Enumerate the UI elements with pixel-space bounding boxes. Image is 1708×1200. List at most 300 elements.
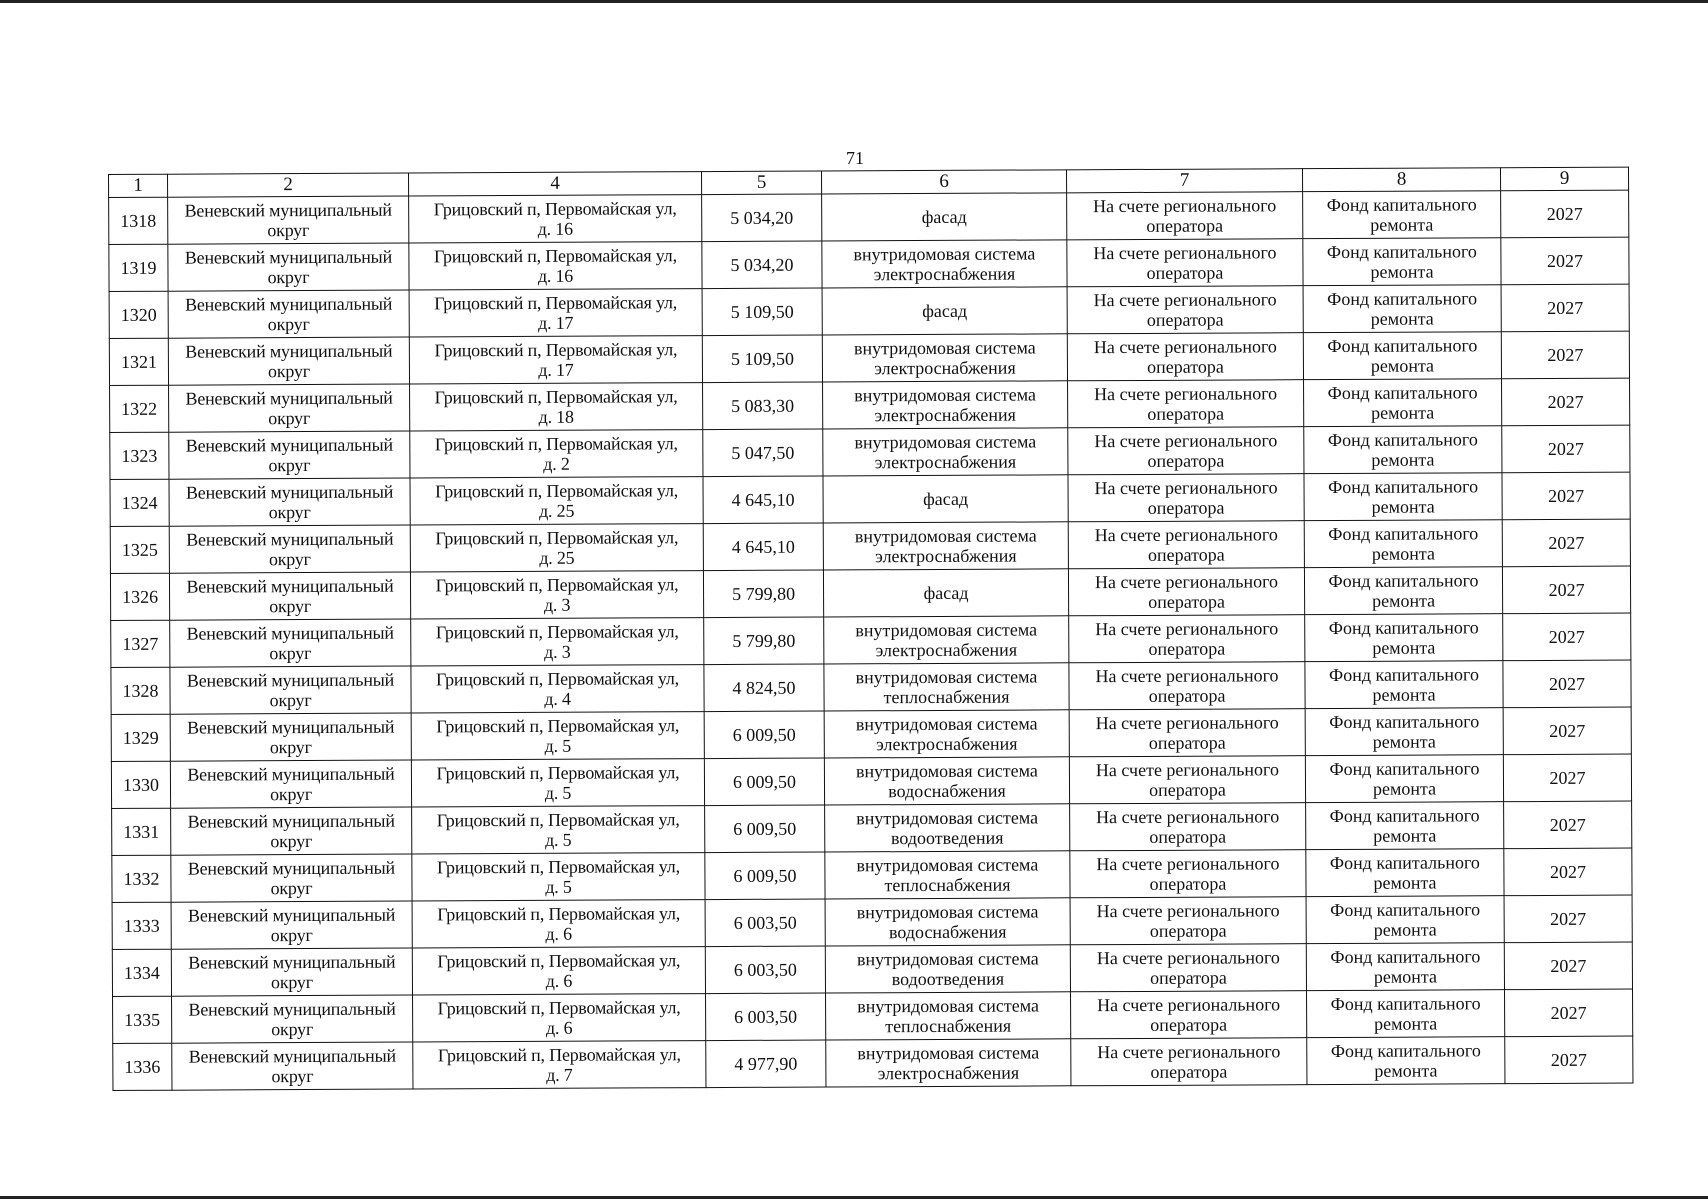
repair-program-table [108,167,1633,1091]
cell-line: Веневский муниципальный [186,575,394,597]
cell-line: Грицовский п, Первомайская ул, [434,386,678,408]
account-cell [1069,615,1305,663]
account-cell [1068,427,1304,475]
funding-cell [1306,849,1504,897]
year-cell: 2027 [1502,378,1630,426]
table-row [109,331,1629,385]
table-row [110,378,1630,432]
municipality-cell [169,384,410,432]
cell-line: ремонта [1370,214,1434,235]
row-number-cell: 1333 [112,902,171,949]
table-row [109,284,1629,338]
work-type-cell [823,428,1068,476]
cell-line: округ [267,267,310,288]
year-cell: 2027 [1502,472,1630,520]
work-type-cell [823,475,1068,523]
cell-line: д. 6 [545,1017,573,1038]
cell-line: ремонта [1372,590,1436,611]
work-type-cell [825,898,1070,946]
cell-line: ремонта [1372,684,1436,705]
cell-line: оператора [1147,356,1224,377]
cell-line: д. 6 [545,970,573,991]
column-header: 6 [821,170,1066,194]
cell-line: ремонта [1371,402,1435,423]
cell-line: оператора [1148,685,1226,706]
table-row [111,660,1631,714]
row-number-cell: 1331 [112,808,171,855]
funding-cell [1304,426,1502,474]
cell-line: водоотведения [890,827,1004,849]
municipality-cell [171,948,412,996]
cell-line: На счете регионального [1093,195,1277,217]
cell-line: ремонта [1371,496,1435,517]
cell-line: оператора [1147,403,1225,424]
funding-cell [1304,567,1502,615]
cell-line: внутридомовая система [856,807,1039,829]
table-row [113,1036,1633,1090]
work-type-cell [822,193,1067,241]
cell-line: ремонта [1370,308,1434,329]
area-cell: 4 645,10 [703,523,823,571]
address-cell [410,524,703,572]
cell-line: Веневский муниципальный [188,1045,396,1067]
cell-line: округ [270,784,313,805]
year-cell: 2027 [1503,754,1631,802]
cell-line: округ [271,1019,314,1040]
account-cell [1067,286,1303,334]
cell-line: Грицовский п, Первомайская ул, [435,527,679,549]
work-type-cell [824,757,1069,805]
funding-cell [1304,520,1502,568]
cell-line: оператора [1150,967,1227,988]
funding-cell [1307,1037,1505,1085]
cell-line: д. 16 [537,265,574,286]
cell-line: д. 2 [543,453,570,474]
year-cell: 2027 [1503,613,1631,661]
row-number-cell: 1321 [109,338,168,385]
account-cell [1068,521,1304,569]
funding-cell [1303,238,1501,286]
account-cell [1069,709,1305,757]
cell-line: Грицовский п, Первомайская ул, [435,668,679,690]
cell-line: электроснабжения [877,1062,1020,1084]
cell-line: Веневский муниципальный [184,199,392,221]
cell-line: ремонта [1370,261,1434,282]
cell-line: Фонд капитального [1329,758,1480,780]
work-type-cell [822,287,1067,335]
cell-line: ремонта [1373,919,1437,940]
cell-line: теплоснабжения [885,1015,1012,1037]
cell-line: внутридомовая система [853,243,1036,265]
row-number-cell: 1336 [113,1043,172,1090]
funding-cell [1305,614,1503,662]
cell-line: На счете регионального [1096,853,1280,875]
column-header: 2 [168,173,409,197]
year-cell: 2027 [1501,284,1629,332]
year-cell: 2027 [1501,331,1629,379]
cell-line: Грицовский п, Первомайская ул, [436,856,680,878]
row-number-cell: 1325 [110,526,169,573]
cell-line: На счете регионального [1095,618,1279,640]
cell-line: ремонта [1373,966,1438,987]
address-cell [410,383,703,431]
address-cell [411,759,704,807]
year-cell: 2027 [1502,519,1630,567]
cell-line: ремонта [1373,825,1437,846]
cell-line: теплоснабжения [884,874,1011,896]
work-type-cell [823,569,1068,617]
cell-line: На счете регионального [1094,524,1278,546]
year-cell: 2027 [1504,942,1632,990]
cell-line: д. 25 [539,500,575,521]
cell-line: внутридомовая система [855,713,1038,735]
area-cell: 5 109,50 [702,288,822,336]
cell-line: На счете регионального [1096,947,1280,969]
cell-line: ремонта [1373,872,1437,893]
cell-line: На счете регионального [1096,900,1280,922]
cell-line: электроснабжения [876,733,1018,755]
funding-cell [1305,708,1503,756]
column-header: 5 [701,171,821,195]
cell-line: оператора [1148,638,1226,659]
cell-line: На счете регионального [1095,665,1279,687]
cell-line: ремонта [1370,355,1435,376]
cell-line: Веневский муниципальный [188,998,396,1020]
table-row [111,613,1631,667]
cell-line: оператора [1148,591,1226,612]
cell-line: округ [271,1066,314,1087]
row-number-cell: 1328 [111,667,170,714]
funding-cell [1303,191,1501,239]
table-row [111,707,1631,761]
cell-line: водоснабжения [888,780,1006,802]
work-type-cell [823,381,1068,429]
cell-line: На счете регионального [1094,477,1278,499]
year-cell: 2027 [1505,989,1633,1037]
column-header: 7 [1066,169,1302,193]
funding-cell [1304,379,1502,427]
row-number-cell: 1324 [110,479,169,526]
work-type-cell [824,663,1069,711]
cell-line: внутридомовая система [855,619,1038,641]
funding-cell [1303,332,1501,380]
cell-line: Фонд капитального [1330,993,1481,1015]
address-cell [412,806,705,854]
cell-line: Фонд капитального [1329,852,1480,874]
area-cell: 5 083,30 [703,382,823,430]
cell-line: На счете регионального [1093,336,1277,358]
cell-line: На счете регионального [1093,289,1277,311]
cell-line: теплоснабжения [883,686,1010,708]
cell-line: оператора [1150,1014,1228,1035]
table-row [111,754,1631,808]
cell-line: внутридомовая система [857,995,1040,1017]
cell-line: Веневский муниципальный [187,716,395,738]
column-header: 4 [408,172,701,196]
municipality-cell [171,807,412,855]
table-row [110,425,1630,479]
cell-line: На счете регионального [1095,759,1280,781]
row-number-cell: 1330 [111,761,170,808]
cell-line: Фонд капитального [1330,1040,1481,1062]
funding-cell [1305,755,1503,803]
account-cell [1069,756,1305,804]
cell-line: Веневский муниципальный [185,434,393,456]
address-cell [412,947,705,995]
cell-line: Веневский муниципальный [186,669,395,691]
account-cell [1070,850,1306,898]
area-cell: 5 034,20 [702,241,822,289]
area-cell: 5 109,50 [702,335,822,383]
address-cell [409,289,702,337]
account-cell [1068,568,1304,616]
account-cell [1070,944,1306,992]
municipality-cell [172,1042,413,1090]
cell-line: оператора [1149,920,1227,941]
year-cell: 2027 [1501,190,1629,238]
cell-line: Веневский муниципальный [186,622,394,644]
cell-line: Веневский муниципальный [188,951,396,973]
table-row [109,237,1629,291]
year-cell: 2027 [1504,895,1632,943]
work-type-cell [825,851,1070,899]
area-cell: 4 977,90 [706,1040,826,1088]
row-number-cell: 1332 [112,855,171,902]
cell-line: На счете регионального [1096,806,1280,828]
address-cell [411,665,704,713]
municipality-cell [168,290,409,338]
cell-line: Веневский муниципальный [185,387,393,409]
cell-line: округ [267,314,310,335]
cell-line: округ [269,737,312,758]
cell-line: фасад [923,488,969,510]
column-header: 8 [1302,168,1500,192]
cell-line: электроснабжения [875,545,1017,567]
row-number-cell: 1320 [109,291,168,338]
cell-line: округ [268,502,311,523]
cell-line: электроснабжения [874,451,1017,473]
cell-line: ремонта [1371,449,1435,470]
municipality-cell [168,243,409,291]
cell-line: Веневский муниципальный [184,246,393,268]
table-row [112,895,1632,949]
address-cell [410,571,703,619]
cell-line: ремонта [1374,1013,1438,1034]
cell-line: электроснабжения [873,263,1016,285]
address-cell [411,618,704,666]
address-cell [409,336,702,384]
cell-line: внутридомовая система [854,525,1037,547]
cell-line: округ [270,878,313,899]
work-type-cell [825,804,1070,852]
area-cell: 6 009,50 [705,852,825,900]
cell-line: внутридомовая система [854,431,1037,453]
table-body [109,190,1633,1090]
area-cell: 6 003,50 [705,899,825,947]
year-cell: 2027 [1503,707,1631,755]
municipality-cell [171,901,412,949]
cell-line: д. 25 [539,547,575,568]
cell-line: Фонд капитального [1327,335,1478,357]
funding-cell [1306,943,1504,991]
year-cell: 2027 [1501,237,1629,285]
cell-line: Грицовский п, Первомайская ул, [434,433,678,455]
cell-line: внутридомовая система [856,854,1039,876]
cell-line: Веневский муниципальный [185,481,394,503]
address-cell [410,430,703,478]
area-cell: 5 799,80 [704,617,824,665]
year-cell: 2027 [1504,848,1632,896]
cell-line: оператора [1146,309,1224,330]
account-cell [1068,380,1304,428]
table-row [113,989,1633,1043]
area-cell: 6 003,50 [706,993,826,1041]
funding-cell [1303,285,1501,333]
cell-line: оператора [1149,779,1226,800]
area-cell: 4 824,50 [704,664,824,712]
cell-line: Фонд капитального [1329,711,1480,733]
cell-line: Фонд капитального [1327,288,1478,310]
municipality-cell [171,854,412,902]
year-cell: 2027 [1505,1036,1633,1084]
cell-line: д. 5 [545,829,572,850]
cell-line: Грицовский п, Первомайская ул, [434,339,678,361]
funding-cell [1306,896,1504,944]
cell-line: Фонд капитального [1329,805,1480,827]
cell-line: д. 18 [538,406,574,427]
cell-line: ремонта [1372,637,1436,658]
cell-line: д. 4 [544,688,571,709]
cell-line: внутридомовая система [856,948,1039,970]
cell-line: внутридомовая система [856,901,1039,923]
row-number-cell: 1335 [113,996,172,1043]
cell-line: округ [269,643,312,664]
account-cell [1067,192,1303,240]
work-type-cell [826,992,1071,1040]
account-cell [1067,333,1303,381]
cell-line: ремонта [1371,543,1435,564]
cell-line: д. 17 [538,312,574,333]
year-cell: 2027 [1503,660,1631,708]
column-header: 1 [109,174,168,197]
cell-line: округ [267,220,310,241]
column-header: 9 [1500,167,1628,191]
cell-line: внутридомовая система [853,337,1036,359]
cell-line: внутридомовая система [855,666,1038,688]
year-cell: 2027 [1502,566,1630,614]
cell-line: д. 16 [537,218,573,239]
cell-line: фасад [922,300,968,322]
account-cell [1067,239,1303,287]
cell-line: внутридомовая система [855,760,1038,782]
account-cell [1070,897,1306,945]
page-number: 71 [846,148,864,168]
work-type-cell [825,945,1070,993]
cell-line: На счете регионального [1094,430,1278,452]
cell-line: д. 3 [543,594,571,615]
address-cell [409,242,702,290]
scan-bottom-edge [0,1196,1708,1199]
municipality-cell [170,619,411,667]
cell-line: Фонд капитального [1326,241,1477,263]
cell-line: Фонд капитального [1328,664,1480,686]
cell-line: Грицовский п, Первомайская ул, [435,621,679,643]
cell-line: ремонта [1372,778,1437,799]
cell-line: округ [267,361,310,382]
funding-cell [1307,990,1505,1038]
municipality-cell [170,713,411,761]
cell-line: водоснабжения [888,921,1007,943]
table-row [112,801,1632,855]
cell-line: Веневский муниципальный [184,293,393,315]
cell-line: Грицовский п, Первомайская ул, [434,292,678,314]
scan-top-edge [0,0,1708,3]
cell-line: На счете регионального [1094,383,1278,405]
address-cell [409,195,702,243]
cell-line: Грицовский п, Первомайская ул, [433,198,677,220]
cell-line: Фонд капитального [1328,523,1479,545]
municipality-cell [168,337,409,385]
table-row [110,566,1630,620]
year-cell: 2027 [1502,425,1630,473]
cell-line: округ [269,596,312,617]
account-cell [1071,1038,1307,1086]
cell-line: внутридомовая система [854,384,1037,406]
cell-line: ремонта [1374,1060,1438,1081]
area-cell: 6 003,50 [705,946,825,994]
cell-line: водоотведения [891,968,1005,990]
cell-line: д. 7 [546,1064,573,1085]
cell-line: оператора [1146,262,1224,283]
cell-line: д. 5 [544,782,572,803]
area-cell: 6 009,50 [704,711,824,759]
cell-line: округ [270,972,313,993]
cell-line: Фонд капитального [1327,429,1478,451]
municipality-cell [169,572,410,620]
area-cell: 6 009,50 [704,758,824,806]
cell-line: оператора [1149,873,1227,894]
cell-line: Фонд капитального [1328,570,1479,592]
municipality-cell [169,478,410,526]
row-number-cell: 1319 [109,244,168,291]
municipality-cell [170,760,411,808]
cell-line: Грицовский п, Первомайская ул, [435,480,679,502]
cell-line: На счете регионального [1097,1041,1281,1063]
cell-line: Веневский муниципальный [187,904,396,926]
table-row [112,942,1632,996]
cell-line: электроснабжения [874,357,1016,379]
account-cell [1069,662,1305,710]
cell-line: Грицовский п, Первомайская ул, [436,762,680,784]
cell-line: Грицовский п, Первомайская ул, [437,1044,681,1066]
address-cell [410,477,703,525]
work-type-cell [824,616,1069,664]
work-type-cell [823,522,1068,570]
cell-line: На счете регионального [1093,242,1277,264]
table-row [110,519,1630,573]
work-type-cell [822,334,1067,382]
account-cell [1068,474,1304,522]
row-number-cell: 1327 [111,620,170,667]
cell-line: Фонд капитального [1326,194,1477,216]
address-cell [412,853,705,901]
cell-line: Фонд капитального [1328,617,1479,639]
cell-line: Грицовский п, Первомайская ул, [436,809,680,831]
cell-line: Веневский муниципальный [186,528,394,550]
account-cell [1070,803,1306,851]
cell-line: На счете регионального [1095,712,1279,734]
municipality-cell [169,525,410,573]
